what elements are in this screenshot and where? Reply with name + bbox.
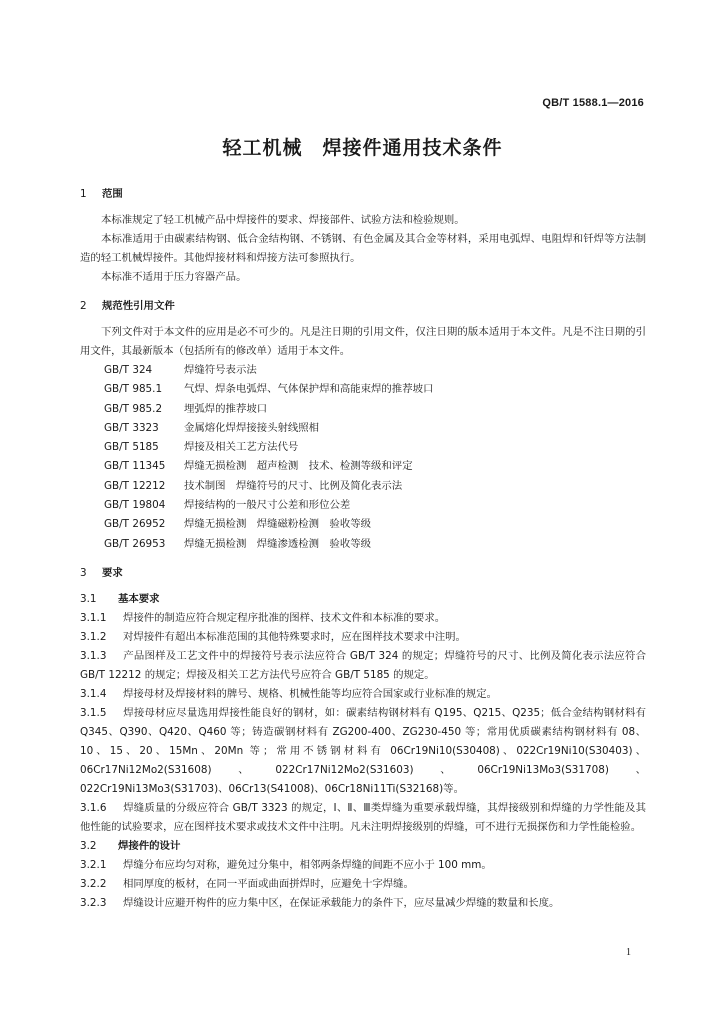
reference-code: GB/T 985.2 [104,402,163,415]
reference-code: GB/T 324 [104,364,153,376]
clause-text: 焊接母材及焊接材料的牌号、规格、机械性能等均应符合国家或行业标准的规定。 [123,687,498,700]
reference-item [80,496,646,515]
clause [80,894,646,913]
clause-number: 3.1.5 [80,706,107,719]
clause [80,799,646,837]
subsection-number: 3.2 [80,839,97,852]
reference-code: GB/T 5185 [104,441,159,454]
section-title: 范围 [102,188,123,200]
reference-item [80,380,646,399]
clause [80,856,646,875]
reference-title: 焊缝无损检测 焊缝磁粉检测 验收等级 [184,518,372,531]
reference-item [80,535,646,554]
standard-code: QB/T 1588.1—2016 [542,97,644,109]
clause [80,628,646,647]
reference-code: GB/T 3323 [104,421,159,434]
reference-code: GB/T 26953 [104,537,166,550]
document-body [80,186,646,913]
reference-title: 焊缝符号表示法 [184,364,257,376]
reference-list [80,361,646,554]
reference-code: GB/T 26952 [104,518,166,531]
reference-item [80,438,646,457]
clause-number: 3.2.3 [80,896,107,909]
reference-item [80,457,646,476]
reference-item [80,477,646,496]
paragraph: 下列文件对于本文件的应用是必不可少的。凡是注日期的引用文件，仅注日期的版本适用于本文件。凡是不注日期的引用文件，其最新版本（包括所有的修改单）适用于本文件。 [80,326,646,357]
subsection-number: 3.1 [80,592,97,605]
clause [80,609,646,628]
title-part1: 轻工机械 [222,137,303,159]
reference-item [80,400,646,419]
reference-title: 气焊、焊条电弧焊、气体保护焊和高能束焊的推荐坡口 [184,383,434,396]
subsection-title: 基本要求 [118,592,160,605]
page-number: 1 [626,947,631,958]
reference-title: 焊接及相关工艺方法代号 [184,441,299,454]
clause-number: 3.1.6 [80,801,107,814]
subsection-title: 焊接件的设计 [118,839,181,852]
clause [80,647,646,685]
clause-number: 3.1.1 [80,611,107,624]
reference-title: 焊缝无损检测 超声检测 技术、检测等级和评定 [184,460,413,473]
clause-number: 3.1.3 [80,649,107,662]
clause-text: 焊接件的制造应符合规定程序批准的图样、技术文件和本标准的要求。 [123,611,446,624]
title-part2: 焊接件通用技术条件 [322,137,503,159]
paragraph: 本标准适用于由碳素结构钢、低合金结构钢、不锈钢、有色金属及其合金等材料，采用电弧焊、电阻焊和钎焊等方法制造的轻工机械焊接件。其他焊接材料和焊接方法可参照执行。 [80,233,646,264]
reference-code: GB/T 11345 [104,460,166,473]
clause-text: 相同厚度的板材，在同一平面或曲面拼焊时，应避免十字焊缝。 [123,877,414,890]
section-number: 3 [80,566,87,579]
clause-text: 焊缝设计应避开构件的应力集中区，在保证承载能力的条件下，应尽量减少焊缝的数量和长度。 [123,896,560,909]
section-title: 要求 [102,566,123,579]
clause-text: 焊缝分布应均匀对称，避免过分集中，相邻两条焊缝的间距不应小于 100 mm。 [123,858,492,871]
section-heading-normative-references [80,298,646,314]
clause [80,704,646,799]
subsection-heading-basic-requirements [80,590,646,609]
section-number: 1 [80,188,87,200]
clause-text: 对焊接件有超出本标准范围的其他特殊要求时，应在图样技术要求中注明。 [123,630,466,643]
clause-number: 3.1.2 [80,630,107,643]
reference-code: GB/T 12212 [104,479,166,492]
clause-text: 焊缝质量的分级应符合 GB/T 3323 的规定，Ⅰ、Ⅱ、Ⅲ类焊缝为重要承载焊缝，其焊接级别和焊缝的力学性能及其他性能的试验要求，应在图样技术要求或技术文件中注明。凡未注明焊接级别的焊缝，可不进行无损探伤和力学性能检验。 [80,801,646,833]
section-number: 2 [80,300,87,312]
clause [80,875,646,894]
reference-item [80,361,646,380]
reference-item [80,419,646,438]
section-heading-requirements [80,565,646,581]
page-title [0,133,725,160]
clause-text: 产品图样及工艺文件中的焊接符号表示法应符合 GB/T 324 的规定；焊缝符号的尺寸、比例及简化表示法应符合 GB/T 12212 的规定；焊接及相关工艺方法代号应符合 GB/T 5185 的规定。 [80,649,646,681]
reference-title: 焊接结构的一般尺寸公差和形位公差 [184,499,351,512]
subsection-heading-weldment-design [80,837,646,856]
reference-code: GB/T 985.1 [104,383,163,396]
clause-number: 3.1.4 [80,687,107,700]
reference-title: 技术制图 焊缝符号的尺寸、比例及简化表示法 [184,479,403,492]
reference-title: 焊缝无损检测 焊缝渗透检测 验收等级 [184,537,372,550]
section-title: 规范性引用文件 [102,300,175,312]
section-heading-scope [80,186,646,202]
reference-title: 埋弧焊的推荐坡口 [184,402,268,415]
clause [80,685,646,704]
reference-title: 金属熔化焊焊接接头射线照相 [184,421,320,434]
clause-number: 3.2.2 [80,877,107,890]
clause-number: 3.2.1 [80,858,107,871]
paragraph: 本标准规定了轻工机械产品中焊接件的要求、焊接部件、试验方法和检验规则。 [101,214,465,226]
paragraph: 本标准不适用于压力容器产品。 [101,271,247,283]
clause-text: 焊接母材应尽量选用焊接性能良好的钢材，如：碳素结构钢材料有 Q195、Q215、Q235；低合金结构钢材料有 Q345、Q390、Q420、Q460 等；铸造碳钢材料有 ZG200-400、ZG230-450 等；常用优质碳素结构钢材料有 08、10、15、20、15Mn、20Mn 等；常用不锈钢材料有 06Cr19Ni10(S30408)、022Cr19Ni10(S30403)、06Cr17Ni12Mo2(S31608)、022Cr17Ni12Mo2(S31603)、06Cr19Ni13Mo3(S31708)、022Cr19Ni13Mo3(S31703)、06Cr13(S41008)、06Cr18Ni11Ti(S32168)等。 [80,706,646,795]
reference-item [80,515,646,534]
reference-code: GB/T 19804 [104,499,166,512]
